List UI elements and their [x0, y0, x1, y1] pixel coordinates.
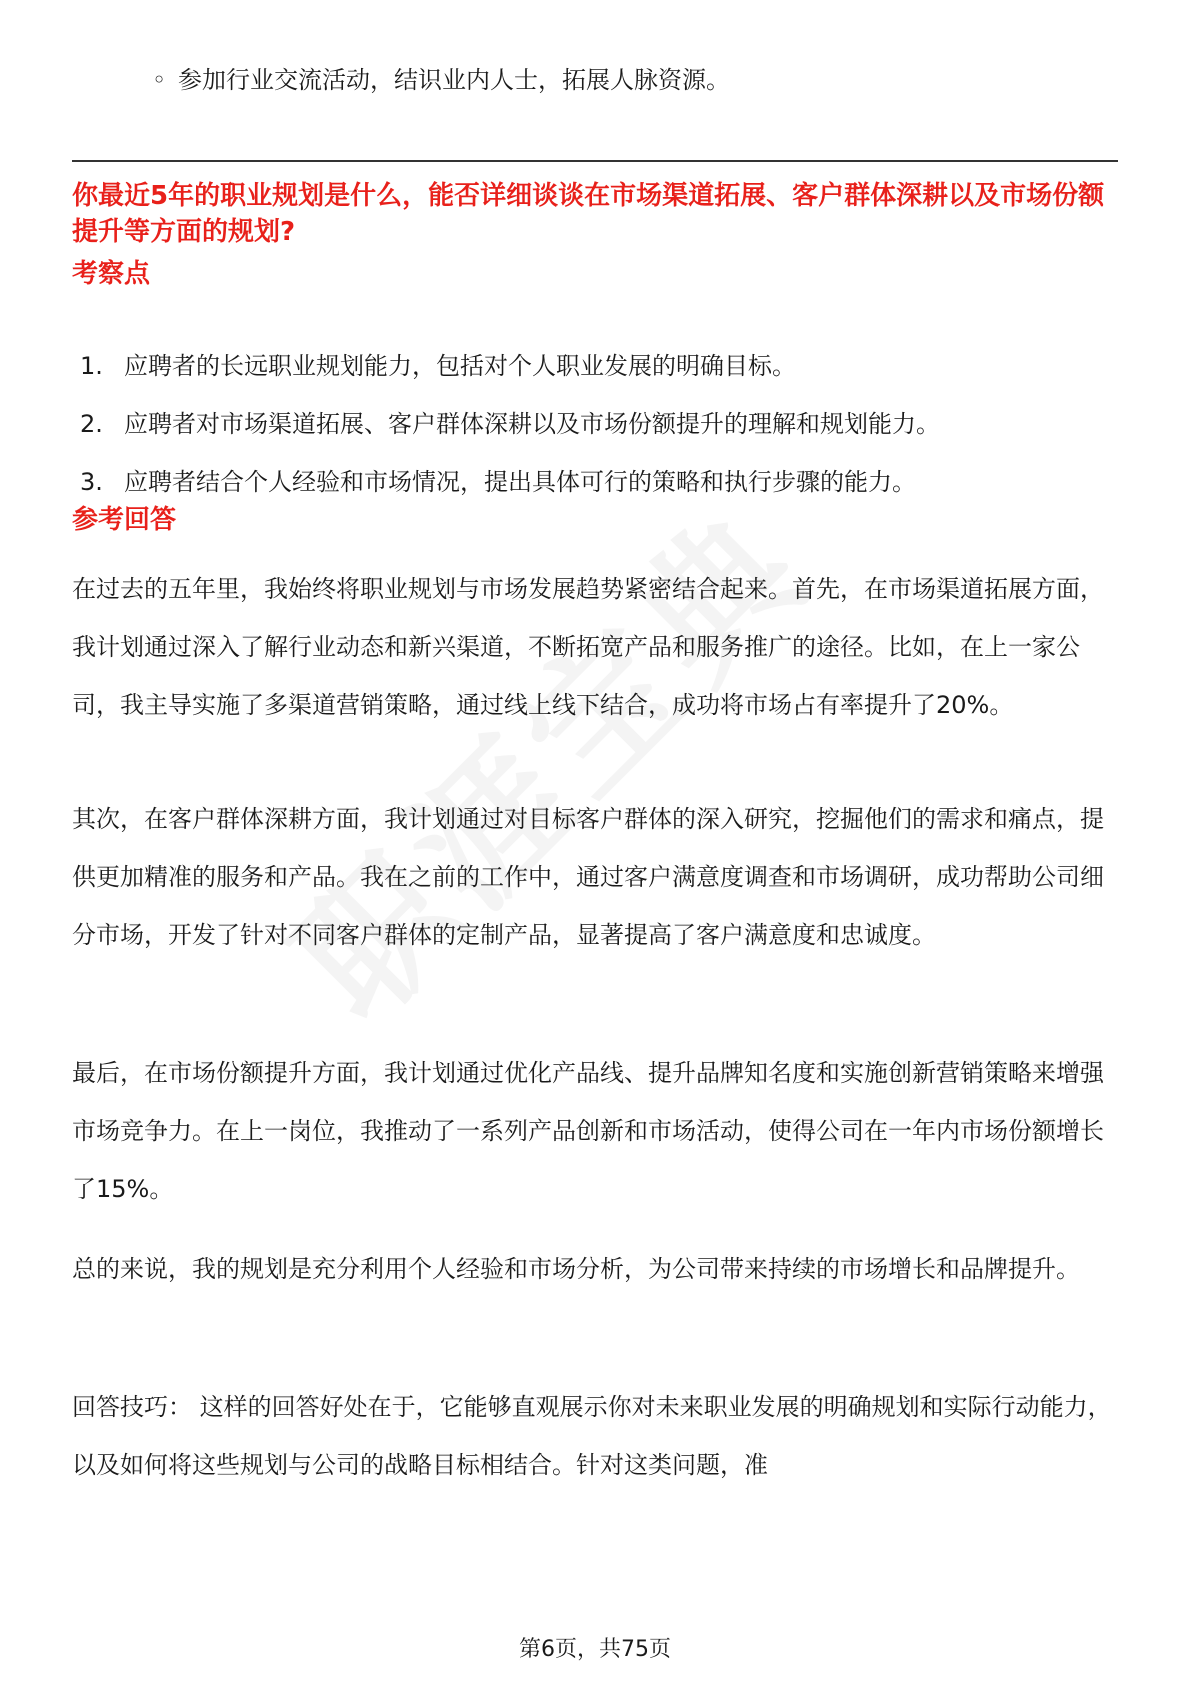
item-number: 1. — [80, 352, 103, 380]
top-bullet-item — [152, 60, 730, 100]
assessment-list — [80, 346, 1120, 520]
answer-tip-paragraph: 回答技巧： 这样的回答好处在于，它能够直观展示你对未来职业发展的明确规划和实际行动能力，以及如何将这些规划与公司的战略目标相结合。针对这类问题，准 — [72, 1393, 1112, 1479]
answer-paragraph: 在过去的五年里，我始终将职业规划与市场发展趋势紧密结合起来。首先，在市场渠道拓展方面，我计划通过深入了解行业动态和新兴渠道，不断拓宽产品和服务推广的途径。比如，在上一家公司，我主导实施了多渠道营销策略，通过线上线下结合，成功将市场占有率提升了20%。 — [72, 575, 1104, 719]
list-item — [80, 404, 1120, 444]
item-number: 2. — [80, 410, 103, 438]
assessment-heading: 考察点 — [72, 259, 151, 289]
answer-heading: 参考回答 — [72, 505, 177, 535]
item-number: 3. — [80, 468, 103, 496]
question-title: 你最近5年的职业规划是什么，能否详细谈谈在市场渠道拓展、客户群体深耕以及市场份额提升等方面的规划? — [72, 181, 1105, 247]
item-text: 应聘者的长远职业规划能力，包括对个人职业发展的明确目标。 — [124, 352, 796, 380]
answer-paragraph: 总的来说，我的规划是充分利用个人经验和市场分析，为公司带来持续的市场增长和品牌提升。 — [72, 1255, 1080, 1283]
section-divider — [72, 160, 1118, 162]
page-number: 第6页，共75页 — [519, 1637, 671, 1662]
bullet-marker: ◦ — [152, 66, 167, 94]
item-text: 应聘者结合个人经验和市场情况，提出具体可行的策略和执行步骤的能力。 — [124, 468, 916, 496]
item-text: 应聘者对市场渠道拓展、客户群体深耕以及市场份额提升的理解和规划能力。 — [124, 410, 940, 438]
answer-paragraph: 最后，在市场份额提升方面，我计划通过优化产品线、提升品牌知名度和实施创新营销策略来增强市场竞争力。在上一岗位，我推动了一系列产品创新和市场活动，使得公司在一年内市场份额增长了15%。 — [72, 1059, 1104, 1203]
list-item — [80, 346, 1120, 386]
list-item — [80, 462, 1120, 502]
bullet-text: 参加行业交流活动，结识业内人士，拓展人脉资源。 — [178, 66, 730, 94]
answer-paragraph: 其次，在客户群体深耕方面，我计划通过对目标客户群体的深入研究，挖掘他们的需求和痛点，提供更加精准的服务和产品。我在之前的工作中，通过客户满意度调查和市场调研，成功帮助公司细分市场，开发了针对不同客户群体的定制产品，显著提高了客户满意度和忠诚度。 — [72, 805, 1104, 949]
